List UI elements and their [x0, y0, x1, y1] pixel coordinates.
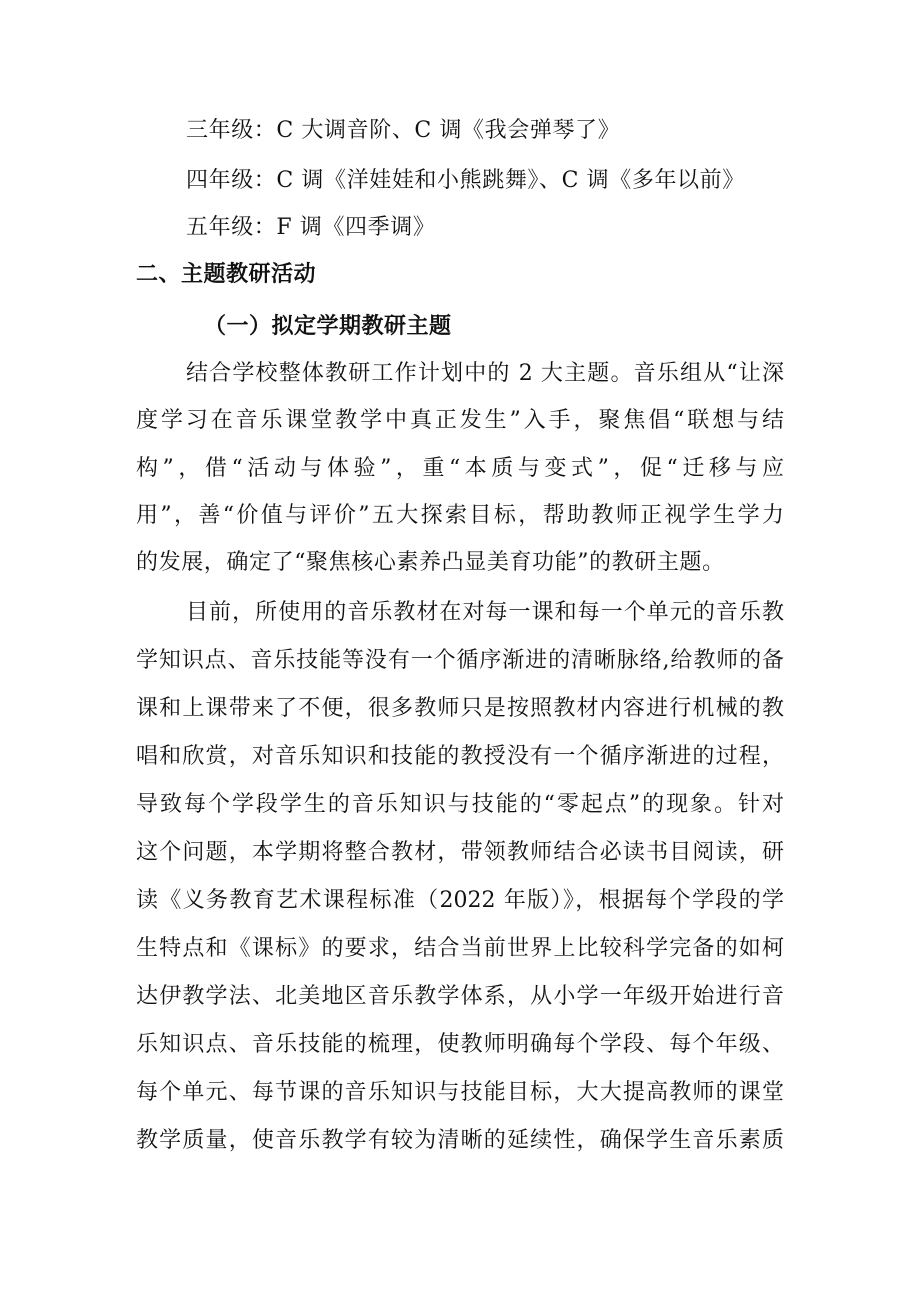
paragraph-line: 每个单元、每节课的音乐知识与技能目标，大大提高教师的课堂 — [136, 1080, 784, 1105]
paragraph-line: 的发展，确定了“聚焦核心素养凸显美育功能”的教研主题。 — [136, 550, 725, 575]
paragraph-line: 结合学校整体教研工作计划中的 2 大主题。音乐组从“让深 — [186, 361, 784, 386]
grade-three-line: 三年级：C 大调音阶、C 调《我会弹琴了》 — [186, 118, 621, 143]
paragraph-line: 学知识点、音乐技能等没有一个循序渐进的清晰脉络,给教师的备 — [136, 648, 784, 673]
paragraph-line: 读《义务教育艺术课程标准（2022 年版）》，根据每个学段的学 — [136, 888, 784, 913]
paragraph-line: 生特点和《课标》的要求，结合当前世界上比较科学完备的如柯 — [136, 936, 784, 961]
paragraph-line: 目前，所使用的音乐教材在对每一课和每一个单元的音乐教 — [186, 600, 784, 625]
paragraph-line: 导致每个学段学生的音乐知识与技能的“零起点”的现象。针对 — [136, 792, 784, 817]
subsection-heading: （一）拟定学期教研主题 — [204, 314, 452, 339]
paragraph-line: 教学质量，使音乐教学有较为清晰的延续性，确保学生音乐素质 — [136, 1128, 784, 1153]
paragraph-line: 课和上课带来了不便，很多教师只是按照教材内容进行机械的教 — [136, 696, 784, 721]
paragraph-line: 用”，善“价值与评价”五大探索目标，帮助教师正视学生学力 — [136, 503, 784, 528]
grade-four-line: 四年级：C 调《洋娃娃和小熊跳舞》、C 调《多年以前》 — [186, 168, 745, 193]
section-heading: 二、主题教研活动 — [136, 262, 317, 287]
paragraph-line: 乐知识点、音乐技能的梳理，使教师明确每个学段、每个年级、 — [136, 1032, 784, 1057]
grade-five-line: 五年级：F 调《四季调》 — [186, 215, 436, 240]
paragraph-line: 度学习在音乐课堂教学中真正发生”入手，聚焦倡“联想与结 — [136, 408, 784, 433]
paragraph-line: 构”，借“活动与体验”，重“本质与变式”，促“迁移与应 — [136, 456, 784, 481]
paragraph-line: 唱和欣赏，对音乐知识和技能的教授没有一个循序渐进的过程， — [136, 744, 784, 769]
paragraph-line: 这个问题，本学期将整合教材，带领教师结合必读书目阅读，研 — [136, 840, 784, 865]
paragraph-line: 达伊教学法、北美地区音乐教学体系，从小学一年级开始进行音 — [136, 984, 784, 1009]
